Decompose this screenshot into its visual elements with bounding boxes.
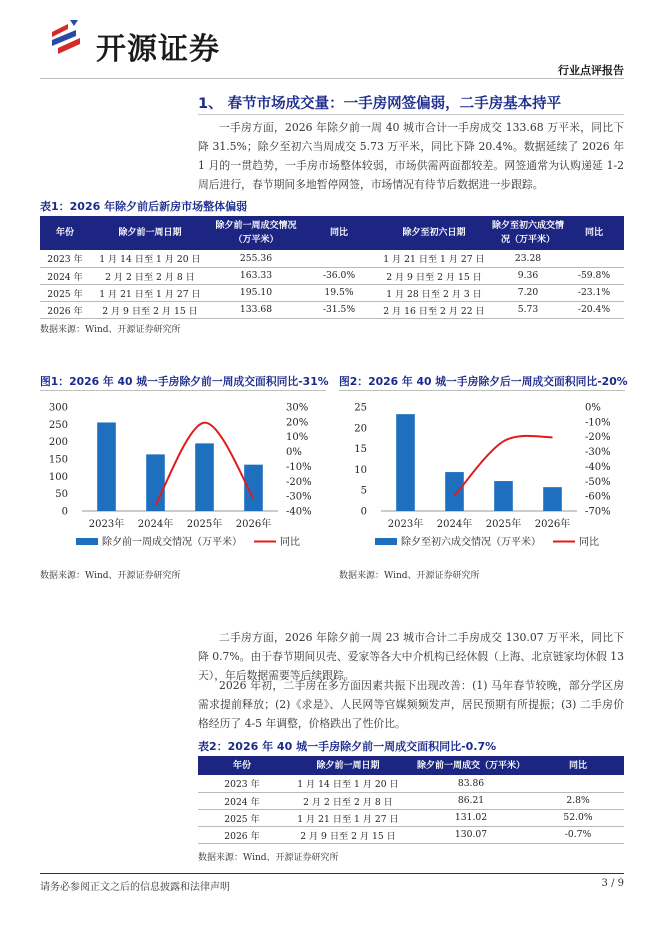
paragraph-second-hand: 二手房方面，2026 年除夕前一周 23 城市合计二手房成交 130.07 万平米，同比下降 0.7%。由于春节期间贝壳、爱家等各大中介机构已经休假（上海、北京链家均休假 13 天），年后数据需要等后续跟踪。: [198, 631, 624, 682]
table1: [40, 216, 624, 319]
right-axis-tick-label: 10%: [286, 432, 309, 444]
paragraph-new-homes: 一手房方面，2026 年除夕前一周 40 城市合计一手房成交 133.68 万平米，同比下降 31.5%；除夕至初六当周成交 5.73 万平米，同比下降 20.4%。数据延续了 2026 年 1 月的一贯趋势，一手房市场整体较弱，市场供需两面都较差。网签通常为认购递延 1-2 周后进行，春节期间多地暂停网签，市场情况有待节后数据进一步跟踪。: [198, 121, 624, 191]
left-axis-tick-label: 150: [48, 454, 68, 466]
right-axis-tick-label: -10%: [585, 417, 611, 429]
figure2-source: 数据来源：Wind、开源证券研究所: [339, 571, 480, 581]
table-cell: 9.36: [492, 267, 564, 284]
figure1-source: 数据来源：Wind、开源证券研究所: [40, 571, 181, 581]
figure1-title: 图1：2026 年 40 城一手房除夕前一周成交面积同比-31%: [40, 375, 329, 388]
table-cell: [532, 775, 624, 792]
table-cell: 86.21: [410, 792, 532, 809]
figure2-divider: [339, 390, 625, 391]
figure1-chart: [40, 393, 326, 561]
bar: [195, 443, 214, 511]
table-row: [40, 301, 624, 318]
table-cell: 130.07: [410, 826, 532, 843]
table-cell: 2026 年: [40, 301, 90, 318]
table-cell: 2 月 2 日至 2 月 8 日: [90, 267, 210, 284]
bar: [445, 472, 464, 511]
table-cell: 2.8%: [532, 792, 624, 809]
table-row: [198, 775, 624, 792]
table-cell: 195.10: [210, 284, 302, 301]
table-row: [198, 792, 624, 809]
figure2-title: 图2：2026 年 40 城一手房除夕后一周成交面积同比-20%: [339, 375, 628, 388]
legend-bar-swatch: [76, 538, 98, 545]
x-axis-tick-label: 2025年: [485, 519, 522, 530]
right-axis-tick-label: -20%: [585, 432, 611, 444]
footer-divider: [40, 873, 624, 874]
page-number: 3 / 9: [601, 878, 624, 889]
x-axis-tick-label: 2024年: [137, 519, 174, 530]
right-axis-tick-label: -40%: [286, 506, 312, 518]
section-divider: [198, 114, 624, 115]
table-cell: 2025 年: [40, 284, 90, 301]
table-cell: 2023 年: [40, 250, 90, 267]
table-cell: -36.0%: [302, 267, 376, 284]
table2: [198, 756, 624, 844]
legend-line-label: 同比: [579, 537, 599, 548]
table-cell: 2026 年: [198, 826, 286, 843]
table-cell: -59.8%: [564, 267, 624, 284]
table-cell: 2025 年: [198, 809, 286, 826]
table-cell: 2 月 16 日至 2 月 22 日: [376, 301, 492, 318]
left-axis-tick-label: 5: [360, 485, 367, 497]
left-axis-tick-label: 250: [48, 419, 68, 431]
bar: [146, 454, 165, 511]
page-header: [40, 14, 624, 76]
table2-source: 数据来源：Wind、开源证券研究所: [198, 853, 339, 863]
x-axis-tick-label: 2024年: [436, 519, 473, 530]
right-axis-tick-label: -30%: [286, 491, 312, 503]
report-type-label: 行业点评报告: [558, 64, 624, 77]
right-axis-tick-label: -10%: [286, 461, 312, 473]
table2-title: 表2：2026 年 40 城一手房除夕前一周成交面积同比-0.7%: [198, 740, 497, 753]
figure2-chart: [339, 393, 625, 561]
left-axis-tick-label: 15: [354, 444, 367, 456]
table1-header-cell: 年份: [40, 216, 90, 250]
table-cell: 1 月 28 日至 2 月 3 日: [376, 284, 492, 301]
right-axis-tick-label: -30%: [585, 447, 611, 459]
right-axis-tick-label: -20%: [286, 476, 312, 488]
table-cell: 2 月 9 日至 2 月 15 日: [376, 267, 492, 284]
table-cell: 131.02: [410, 809, 532, 826]
table1-header-cell: 除夕至初六成交情况（万平米）: [492, 216, 564, 250]
table-cell: 52.0%: [532, 809, 624, 826]
table1-header-cell: 除夕前一周日期: [90, 216, 210, 250]
table-cell: 1 月 14 日至 1 月 20 日: [286, 775, 410, 792]
table-row: [40, 250, 624, 267]
table2-header-cell: 除夕前一周日期: [286, 756, 410, 775]
legend-bar-label: 除夕前一周成交情况（万平米）: [102, 537, 242, 548]
table1-title: 表1：2026 年除夕前后新房市场整体偏弱: [40, 200, 248, 213]
table-cell: 1 月 21 日至 1 月 27 日: [376, 250, 492, 267]
right-axis-tick-label: 20%: [286, 417, 309, 429]
bar: [494, 481, 513, 511]
x-axis-tick-label: 2026年: [534, 519, 571, 530]
right-axis-tick-label: 0%: [585, 402, 601, 414]
table-cell: 7.20: [492, 284, 564, 301]
left-axis-tick-label: 300: [48, 402, 68, 414]
legend-line-label: 同比: [280, 537, 300, 548]
left-axis-tick-label: 20: [354, 423, 367, 435]
legend-bar-label: 除夕至初六成交情况（万平米）: [401, 537, 541, 548]
table-cell: 2 月 9 日至 2 月 15 日: [286, 826, 410, 843]
table-row: [40, 284, 624, 301]
legend-bar-swatch: [375, 538, 397, 545]
table-cell: 255.36: [210, 250, 302, 267]
table-cell: -0.7%: [532, 826, 624, 843]
right-axis-tick-label: -70%: [585, 506, 611, 518]
table-cell: 1 月 21 日至 1 月 27 日: [90, 284, 210, 301]
left-axis-tick-label: 0: [61, 506, 68, 518]
left-axis-tick-label: 200: [48, 437, 68, 449]
x-axis-tick-label: 2025年: [186, 519, 223, 530]
right-axis-tick-label: 0%: [286, 447, 302, 459]
table-cell: 2024 年: [40, 267, 90, 284]
table-cell: 2 月 2 日至 2 月 8 日: [286, 792, 410, 809]
table1-header-row: [40, 216, 624, 250]
right-axis-tick-label: -60%: [585, 491, 611, 503]
table2-header-cell: 年份: [198, 756, 286, 775]
table1-header-cell: 同比: [564, 216, 624, 250]
figure1-divider: [40, 390, 326, 391]
bar: [543, 487, 562, 511]
table-row: [198, 826, 624, 843]
table-cell: 133.68: [210, 301, 302, 318]
bar: [97, 422, 116, 511]
table2-header-row: [198, 756, 624, 775]
logo-text: 开源证券: [96, 32, 220, 67]
table-cell: -23.1%: [564, 284, 624, 301]
table-cell: 19.5%: [302, 284, 376, 301]
header-divider: [40, 78, 624, 79]
table-cell: 1 月 14 日至 1 月 20 日: [90, 250, 210, 267]
paragraph-improvement: 2026 年初，二手房在多方面因素共振下出现改善：(1) 马年春节较晚，部分学区房需求提前释放；(2)《求是》、人民网等官媒频频发声，居民预期有所提振；(3) 二手房价格经历了 4-5 年调整，价格跌出了性价比。: [198, 679, 624, 730]
right-axis-tick-label: 30%: [286, 402, 309, 414]
table1-header-cell: 除夕前一周成交情况（万平米）: [210, 216, 302, 250]
section-title: 1、 春节市场成交量：一手房网签偏弱，二手房基本持平: [198, 96, 562, 112]
table-cell: 1 月 21 日至 1 月 27 日: [286, 809, 410, 826]
bar: [396, 414, 415, 511]
table-row: [40, 267, 624, 284]
table-cell: 163.33: [210, 267, 302, 284]
table2-header-cell: 同比: [532, 756, 624, 775]
x-axis-tick-label: 2023年: [387, 519, 424, 530]
right-axis-tick-label: -50%: [585, 476, 611, 488]
kaiyuan-logo-icon: [50, 18, 82, 58]
table-cell: 5.73: [492, 301, 564, 318]
table1-source: 数据来源：Wind、开源证券研究所: [40, 325, 181, 335]
table1-header-cell: 同比: [302, 216, 376, 250]
table-cell: 2024 年: [198, 792, 286, 809]
table-cell: -31.5%: [302, 301, 376, 318]
left-axis-tick-label: 50: [55, 489, 68, 501]
left-axis-tick-label: 100: [48, 471, 68, 483]
x-axis-tick-label: 2026年: [235, 519, 272, 530]
table-cell: 2 月 9 日至 2 月 15 日: [90, 301, 210, 318]
right-axis-tick-label: -40%: [585, 461, 611, 473]
table-cell: [302, 250, 376, 267]
table1-header-cell: 除夕至初六日期: [376, 216, 492, 250]
table-cell: -20.4%: [564, 301, 624, 318]
table-row: [198, 809, 624, 826]
footer-disclaimer: 请务必参阅正文之后的信息披露和法律声明: [40, 882, 230, 893]
x-axis-tick-label: 2023年: [88, 519, 125, 530]
table-cell: 2023 年: [198, 775, 286, 792]
left-axis-tick-label: 10: [354, 464, 367, 476]
left-axis-tick-label: 0: [360, 506, 367, 518]
left-axis-tick-label: 25: [354, 402, 367, 414]
table-cell: [564, 250, 624, 267]
table2-header-cell: 除夕前一周成交（万平米）: [410, 756, 532, 775]
table-cell: 23.28: [492, 250, 564, 267]
table-cell: 83.86: [410, 775, 532, 792]
